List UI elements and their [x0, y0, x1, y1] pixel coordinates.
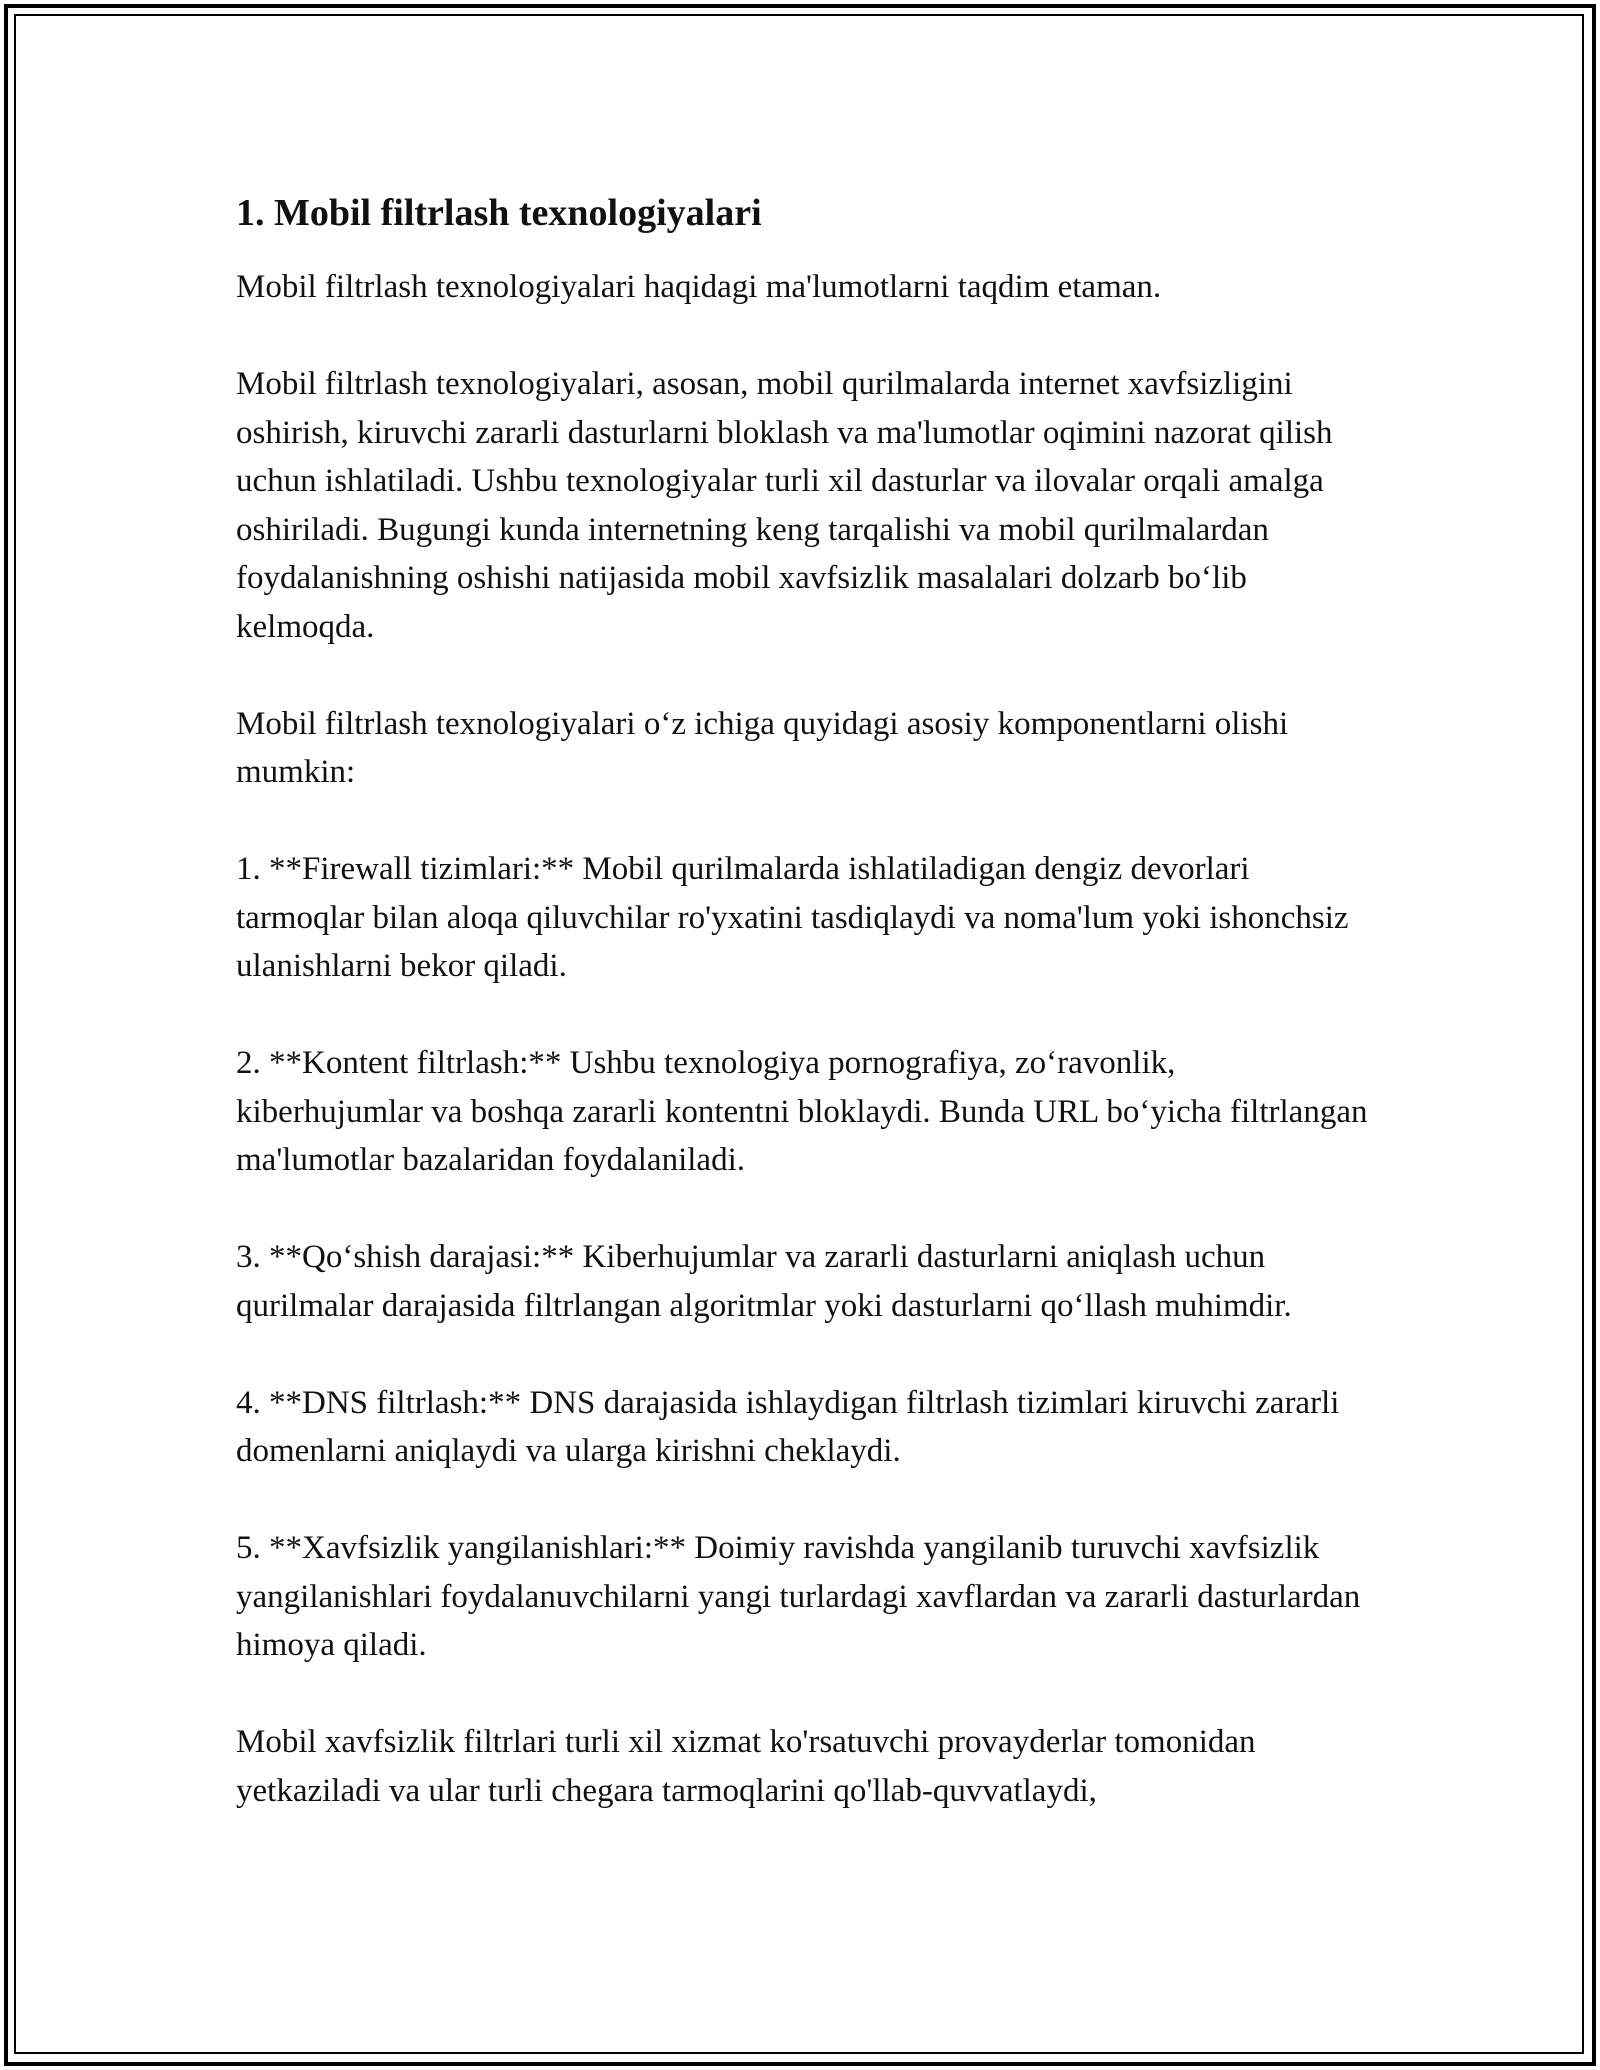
document-title: 1. Mobil filtrlash texnologiyalari	[236, 192, 762, 234]
paragraph-overview: Mobil filtrlash texnologiyalari, asosan, mobil qurilmalarda internet xavfsizligini oshirish, kiruvchi zararli dasturlarni bloklash va ma'lumotlar oqimini nazorat qilish uchun ishlatiladi. Ushbu texnologiyalar turli xil dasturlar va ilovalar orqali amalga oshiriladi. Bugungi kunda internetning keng tarqalishi va mobil qurilmalardan foydalanishning oshishi natijasida mobil xavfsizlik masalalari dolzarb bo‘lib kelmoqda.	[236, 366, 1333, 645]
paragraph-components-intro: Mobil filtrlash texnologiyalari o‘z ichiga quyidagi asosiy komponentlarni olishi mumkin:	[236, 705, 1289, 790]
paragraph-providers: Mobil xavfsizlik filtrlari turli xil xizmat ko'rsatuvchi provayderlar tomonidan yetkaziladi va ular turli chegara tarmoqlarini qo'llab-quvvatlaydi,	[236, 1724, 1256, 1809]
list-item-content-filtering: 2. **Kontent filtrlash:** Ushbu texnologiya pornografiya, zo‘ravonlik, kiberhujumlar va boshqa zararli kontentni bloklaydi. Bunda URL bo‘yicha filtrlangan ma'lumotlar bazalaridan foydalaniladi.	[236, 1045, 1368, 1178]
paragraph-intro: Mobil filtrlash texnologiyalari haqidagi ma'lumotlarni taqdim etaman.	[236, 269, 1162, 305]
list-item-dns-filtering: 4. **DNS filtrlash:** DNS darajasida ishlaydigan filtrlash tizimlari kiruvchi zararli domenlarni aniqlaydi va ularga kirishni cheklaydi.	[236, 1384, 1340, 1469]
list-item-firewall: 1. **Firewall tizimlari:** Mobil qurilmalarda ishlatiladigan dengiz devorlari tarmoqlar bilan aloqa qiluvchilar ro'yxatini tasdiqlaydi va noma'lum yoki ishonchsiz ulanishlarni bekor qiladi.	[236, 851, 1349, 984]
document-body	[236, 185, 1370, 1864]
list-item-addition-level: 3. **Qo‘shish darajasi:** Kiberhujumlar va zararli dasturlarni aniqlash uchun qurilmalar darajasida filtrlangan algoritmlar yoki dasturlarni qo‘llash muhimdir.	[236, 1239, 1292, 1324]
list-item-security-updates: 5. **Xavfsizlik yangilanishlari:** Doimiy ravishda yangilanib turuvchi xavfsizlik yangilanishlari foydalanuvchilarni yangi turlardagi xavflardan va zararli dasturlardan himoya qiladi.	[236, 1530, 1361, 1663]
